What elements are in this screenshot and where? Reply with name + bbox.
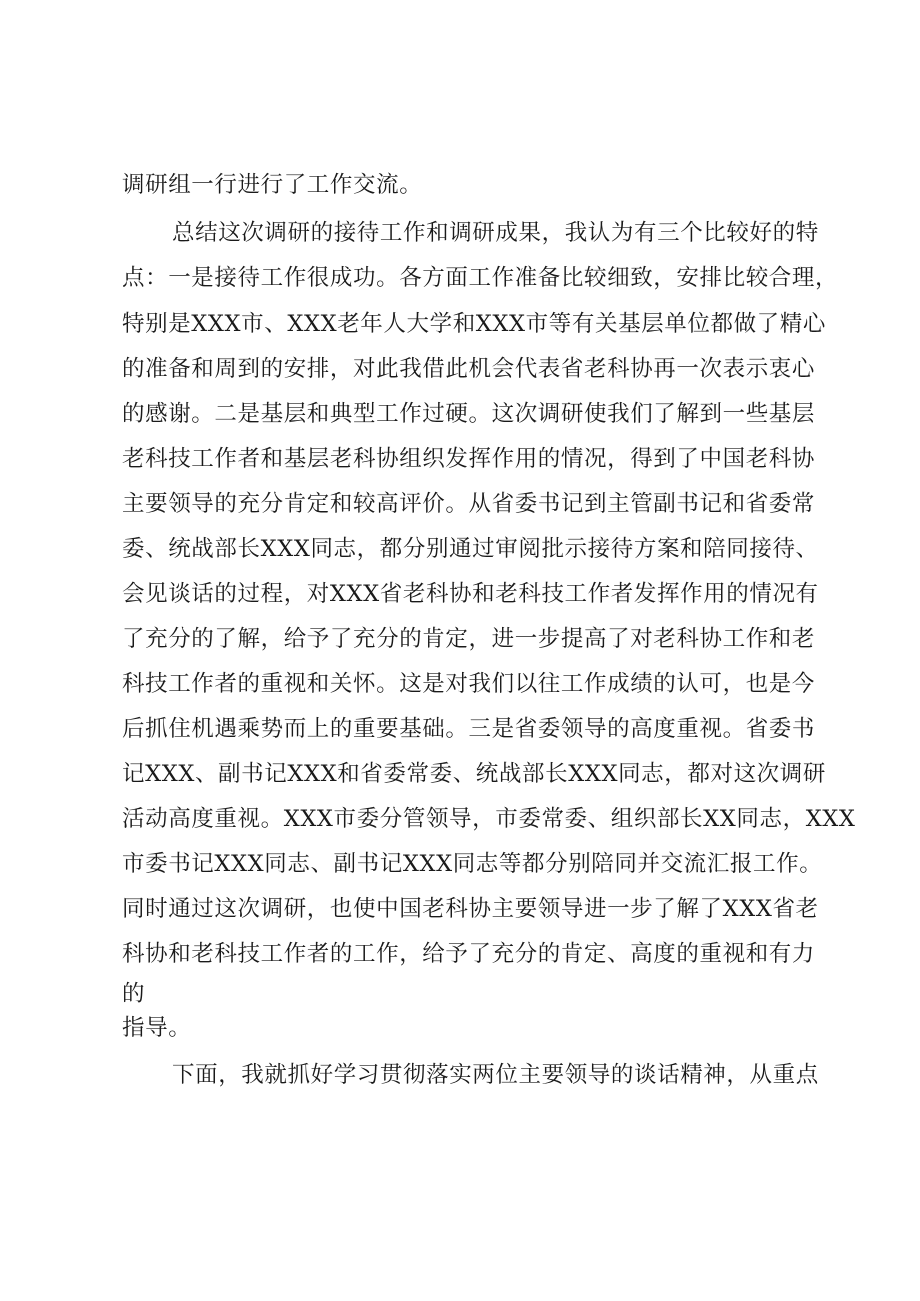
text-line: 科协和老科技工作者的工作，给予了充分的肯定、高度的重视和有力 [122,941,816,967]
text-line: 后抓住机遇乘势而上的重要基础。三是省委领导的高度重视。省委书 [122,716,816,742]
text-line: 记XXX、副书记XXX和省委常委、统战部长XXX同志，都对这次调研 [122,761,826,787]
text-line: 的 [122,981,146,1007]
text-line: 主要领导的充分肯定和较高评价。从省委书记到主管副书记和省委常 [122,491,816,517]
text-line: 老科技工作者和基层老科协组织发挥作用的情况，得到了中国老科协 [122,446,816,472]
text-line: 会见谈话的过程，对XXX省老科协和老科技工作者发挥作用的情况有 [122,581,819,607]
text-line: 调研组一行进行了工作交流。 [122,172,423,198]
text-line: 市委书记XXX同志、副书记XXX同志等都分别陪同并交流汇报工作。 [122,851,823,877]
paragraph-first-line: 下面，我就抓好学习贯彻落实两位主要领导的谈话精神，从重点 [172,1062,819,1088]
text-line: 科技工作者的重视和关怀。这是对我们以往工作成绩的认可，也是今 [122,671,816,697]
text-line: 点：一是接待工作很成功。各方面工作准备比较细致，安排比较合理， [122,265,839,291]
text-line: 委、统战部长XXX同志，都分别通过审阅批示接待方案和陪同接待、 [122,536,819,562]
text-line: 同时通过这次调研，也使中国老科协主要领导进一步了解了XXX省老 [122,896,819,922]
text-line: 的感谢。二是基层和典型工作过硬。这次调研使我们了解到一些基层 [122,401,816,427]
text-line: 的准备和周到的安排，对此我借此机会代表省老科协再一次表示衷心 [122,356,816,382]
paragraph-first-line: 总结这次调研的接待工作和调研成果，我认为有三个比较好的特 [172,220,819,246]
text-line: 指导。 [122,1015,192,1041]
text-line: 活动高度重视。XXX市委分管领导，市委常委、组织部长XX同志，XXX [122,806,856,832]
text-line: 了充分的了解，给予了充分的肯定，进一步提高了对老科协工作和老 [122,626,816,652]
text-line: 特别是XXX市、XXX老年人大学和XXX市等有关基层单位都做了精心 [122,311,826,337]
